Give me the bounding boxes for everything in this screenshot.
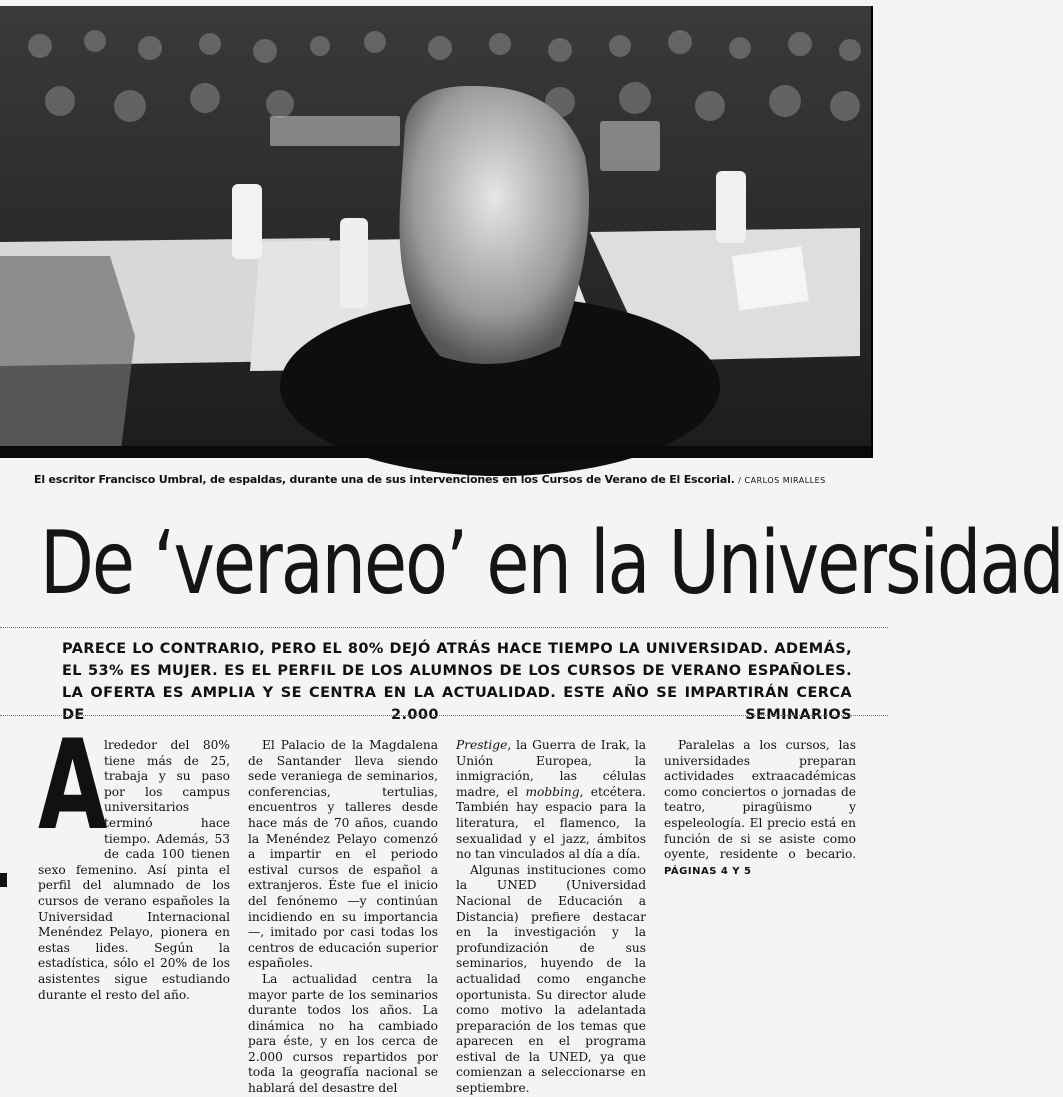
- paragraph-text: Paralelas a los cursos, las universidades preparan actividades extraacadémicas como conciertos o jornadas de teatro, piragüismo y espeleología. El precio está en función de si se asiste como oyente, residente o becario.: [664, 738, 856, 862]
- drop-cap: A: [38, 714, 108, 858]
- photo-caption: [34, 473, 854, 486]
- caption-text: El escritor Francisco Umbral, de espaldas, durante una de sus intervenciones en los Cursos de Verano de El Escorial.: [34, 473, 735, 486]
- headline: De ‘veraneo’ en la Universidad: [40, 511, 1063, 615]
- divider: [0, 715, 888, 716]
- article-column-3: [456, 738, 646, 1097]
- paragraph-text: La actualidad centra la mayor parte de los seminarios durante todos los años. La dinámica no ha cambiado para éste, y en los cerca de 2.000 cursos repartidos por toda la geografía nacional se hablará del desastre del: [248, 971, 438, 1096]
- paragraph: [664, 738, 856, 879]
- paragraph: El Palacio de la Magdalena de Santander lleva siendo sede veraniega de seminarios, conferencias, tertulias, encuentros y talleres desde hace más de 70 años, cuando la Menéndez Pelayo comenzó a impartir en el periodo estival cursos de español a extranjeros. Éste fue el inicio del fenónemo —y continúan incidiendo en su importancia—, imitado por casi todas los centros de educación superior españoles.: [248, 738, 438, 971]
- italic-term: Prestige: [456, 738, 508, 752]
- paragraph: Algunas instituciones como la UNED (Universidad Nacional de Educación a Distancia) prefiere destacar en la investigación y la profundización de sus seminarios, huyendo de la actualidad como enganche oportunista. Su director alude como motivo la adelantada preparación de los temas que aparecen en el programa estival de la UNED, ya que comienzan a seleccionarse en septiembre.: [456, 862, 646, 1096]
- paragraph-text: , etcétera. También hay espacio para la literatura, el flamenco, la sexualidad y el jazz, ámbitos no tan vinculados al día a día.: [456, 784, 646, 862]
- paragraph: [248, 972, 438, 1097]
- article-column-1: [38, 714, 230, 1003]
- divider: [0, 627, 888, 628]
- margin-marker: [0, 873, 7, 887]
- italic-term: mobbing: [525, 784, 580, 799]
- paragraph-text: , la Guerra de Irak, la Unión Europea, la inmigración, las células madre, el: [456, 738, 646, 799]
- lede: PARECE LO CONTRARIO, PERO EL 80% DEJÓ ATRÁS HACE TIEMPO LA UNIVERSIDAD. ADEMÁS, EL 53% ES MUJER. ES EL PERFIL DE LOS ALUMNOS DE LOS CURSOS DE VERANO ESPAÑOLES. LA OFERTA ES AMPLIA Y SE CENTRA EN LA ACTUALIDAD. ESTE AÑO SE IMPARTIRÁN CERCA DE 2.000 SEMINARIOS: [62, 641, 852, 723]
- paragraph: lrededor del 80% tiene más de 25, trabaja y su paso por los campus universitarios terminó hace tiempo. Además, 53 de cada 100 tienen sexo femenino. Así pinta el perfil del alumnado de los cursos de verano españoles la Universidad Internacional Menéndez Pelayo, pionera en estas lides. Según la estadística, sólo el 20% de los asistentes sigue estudiando durante el resto del año.: [38, 738, 230, 1002]
- page-reference: PÁGINAS 4 Y 5: [664, 865, 752, 877]
- article-column-4: [664, 738, 856, 879]
- photo-credit: / CARLOS MIRALLES: [738, 476, 826, 485]
- paragraph: [456, 738, 646, 863]
- article-column-2: [248, 738, 438, 1097]
- news-photo: [0, 6, 873, 458]
